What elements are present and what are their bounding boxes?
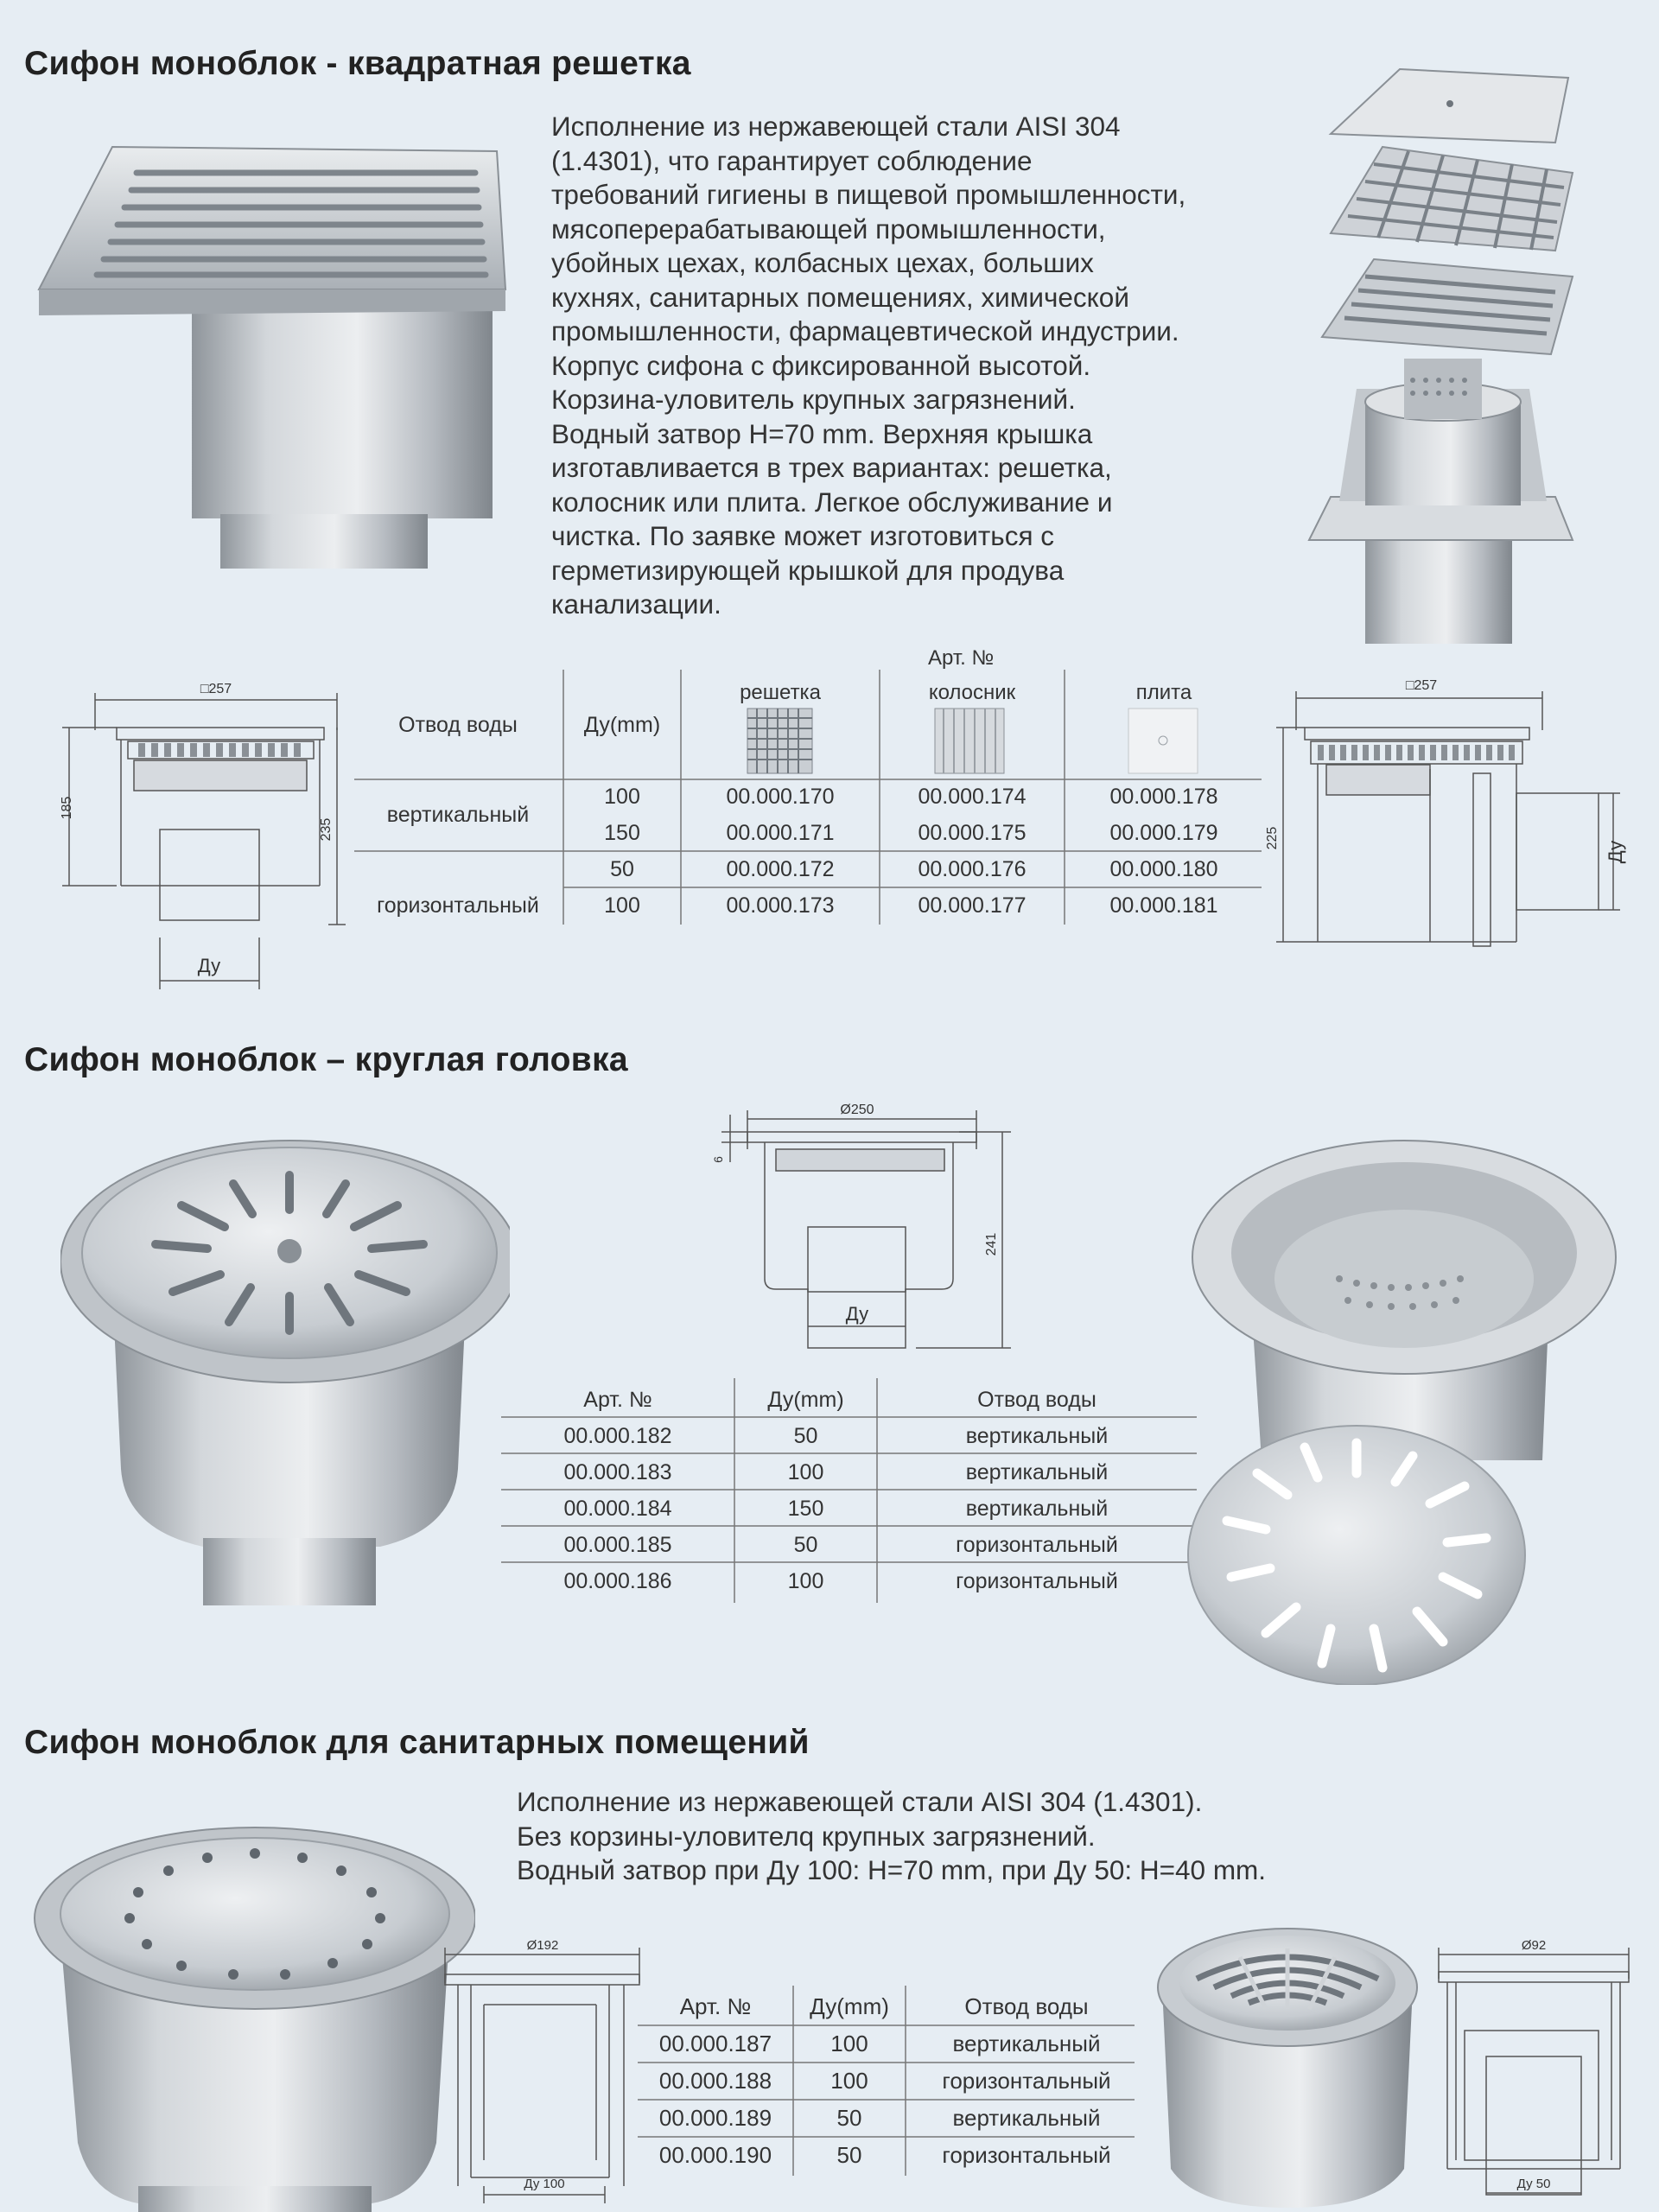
section2-title: Сифон моноблок – круглая головка [24,1041,628,1078]
dim-small: 6 [711,1156,725,1163]
cell-du: 50 [610,857,634,881]
art-header: Арт. № [928,646,995,670]
description-line: (1.4301), что гарантирует соблюдение [551,144,1033,176]
table-cell: горизонтальный [956,1533,1118,1557]
dim-height: 241 [984,1232,999,1256]
table-header: Отвод воды [964,1993,1089,2019]
cell-du: 150 [604,821,640,845]
description-line: убойных цехах, колбасных цехах, больших [551,247,1094,278]
dim-du: Ду [197,955,221,976]
description-line: Исполнение из нержавеющей стали AISI 304 [551,111,1121,142]
cell-art: 00.000.170 [726,785,835,809]
dim-du: Ду 50 [1516,2177,1551,2191]
table-cell: 00.000.182 [563,1424,672,1448]
cell-art: 00.000.173 [726,893,835,918]
table-cell: 50 [836,2142,862,2168]
table-header: Ду(mm) [767,1388,844,1412]
cell-outlet: горизонтальный [377,893,539,918]
section1-title: Сифон моноблок - квадратная решетка [24,45,691,82]
section3-description [517,1785,1266,1888]
table-cell: горизонтальный [956,1569,1118,1593]
description-line: канализации. [551,588,721,620]
table-cell: 100 [787,1569,824,1593]
exploded-view-photo [1296,60,1581,648]
description-line: Корзина-уловитель крупных загрязнений. [551,384,1076,415]
description-line: герметизирующей крышкой для продува [551,554,1065,586]
table-cell: 50 [793,1424,818,1448]
drawing-sanitary-50 [1417,1936,1642,2208]
table-cell: 50 [793,1533,818,1557]
table-cell: 100 [787,1460,824,1484]
table-cell: 150 [787,1497,824,1521]
cell-du: 100 [604,893,640,918]
header-variant: решетка [740,681,821,704]
section3-title: Сифон моноблок для санитарных помещений [24,1724,810,1761]
grid-bar-variant-icon [935,709,1004,773]
table-cell: вертикальный [965,1460,1109,1484]
sanitary-drain-photo [26,1823,475,2212]
dim-inner-height: 185 [60,796,74,820]
table-header: Арт. № [679,1993,752,2019]
grate-variant-icon [747,709,812,773]
cell-art: 00.000.179 [1109,821,1218,845]
description-line: мясоперерабатывающей промышленности, [551,213,1106,245]
table-header: Ду(mm) [810,1993,889,2019]
table-cell: 00.000.187 [658,2031,772,2056]
header-outlet: Отвод воды [398,713,518,737]
cell-art: 00.000.178 [1109,785,1218,809]
dim-diameter: Ø192 [526,1938,559,1953]
table-cell: 00.000.186 [563,1569,672,1593]
drawing-sanitary-100 [432,1936,648,2203]
section1-description [551,110,1185,622]
dim-du: Ду [1605,840,1626,864]
cell-art: 00.000.175 [918,821,1027,845]
description-line: требований гигиены в пищевой промышленности, [551,179,1186,210]
square-drain-photo [26,138,527,579]
description-line: кухнях, санитарных помещениях, химической [551,281,1129,313]
dim-diameter: Ø250 [840,1103,874,1117]
table-cell: 00.000.183 [563,1460,672,1484]
description-line: промышленности, фармацевтической индустрии. [551,315,1179,346]
table-cell: 00.000.185 [563,1533,672,1557]
table-cell: вертикальный [952,2031,1101,2056]
dim-top: □257 [1405,678,1438,693]
cell-art: 00.000.172 [726,857,835,881]
cell-du: 100 [604,785,640,809]
table-cell: 00.000.190 [658,2142,772,2168]
table-cell: горизонтальный [942,2142,1111,2168]
description-line: изготавливается в трех вариантах: решетка, [551,452,1112,483]
header-du: Ду(mm) [583,713,661,737]
dim-top: □257 [200,682,232,696]
table-cell: 00.000.184 [563,1497,672,1521]
description-line: колосник или плита. Легкое обслуживание и [551,486,1113,518]
round-head-photo [60,1123,510,1607]
cell-art: 00.000.177 [918,893,1027,918]
cell-art: 00.000.176 [918,857,1027,881]
dim-height: 225 [1265,826,1280,850]
table-cell: вертикальный [965,1497,1109,1521]
table-cell: 00.000.188 [658,2068,772,2094]
table-cell: 50 [836,2105,862,2131]
description-line: Без корзины-уловителq крупных загрязнений. [517,1820,1096,1852]
table-cell: 00.000.189 [658,2105,772,2131]
table-cell: вертикальный [952,2105,1101,2131]
table-cell: 100 [830,2068,868,2094]
small-round-drain-photo [1145,1927,1430,2212]
header-variant: плита [1135,681,1192,704]
description-line: чистка. По заявке может изготовиться с [551,520,1055,551]
cell-outlet: вертикальный [386,803,530,827]
description-line: Водный затвор при Ду 100: H=70 mm, при Ду 50: H=40 mm. [517,1854,1267,1885]
dim-du: Ду 100 [524,2177,565,2191]
cell-art: 00.000.181 [1109,893,1218,918]
header-variant: колосник [928,681,1016,704]
table-cell: горизонтальный [942,2068,1111,2094]
drawing-square-horizontal [1257,674,1629,959]
cell-art: 00.000.174 [918,785,1027,809]
drawing-square-vertical [52,674,363,1002]
drawing-round [709,1097,1020,1365]
description-line: Водный затвор H=70 mm. Верхняя крышка [551,417,1093,449]
dim-du: Ду [845,1303,869,1325]
dim-outer-height: 235 [319,817,334,842]
plate-variant-icon [1128,709,1198,773]
description-line: Исполнение из нержавеющей стали AISI 304 (1.4301). [517,1786,1203,1817]
round-head-open-photo [1184,1132,1633,1685]
table-header: Отвод воды [977,1388,1096,1412]
table-cell: вертикальный [965,1424,1109,1448]
table-cell: 100 [830,2031,868,2056]
cell-art: 00.000.171 [726,821,835,845]
dim-diameter: Ø92 [1521,1938,1547,1953]
cell-art: 00.000.180 [1109,857,1218,881]
description-line: Корпус сифона с фиксированной высотой. [551,349,1091,381]
table-header: Арт. № [583,1388,652,1412]
